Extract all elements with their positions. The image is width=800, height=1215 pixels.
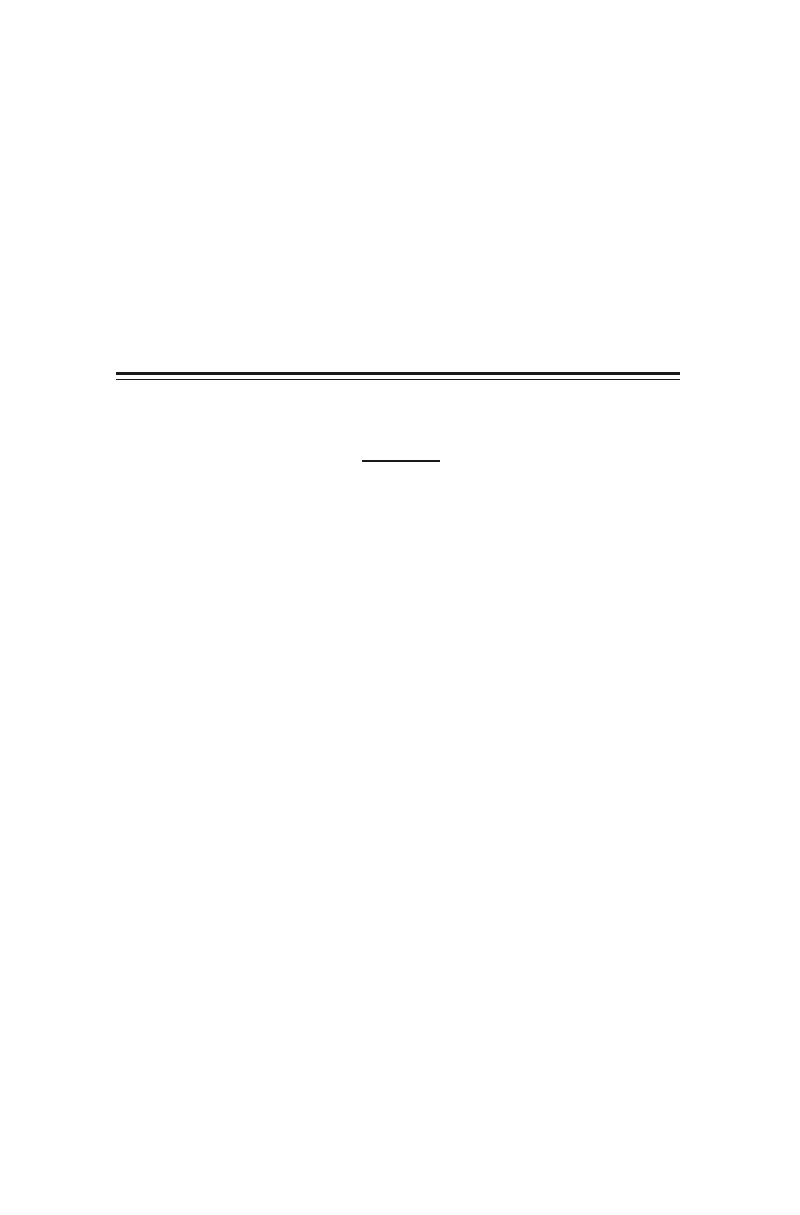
double-rule-bottom <box>116 379 680 380</box>
double-rule-top <box>116 372 680 375</box>
page-header <box>116 92 682 122</box>
title-divider <box>362 460 440 462</box>
